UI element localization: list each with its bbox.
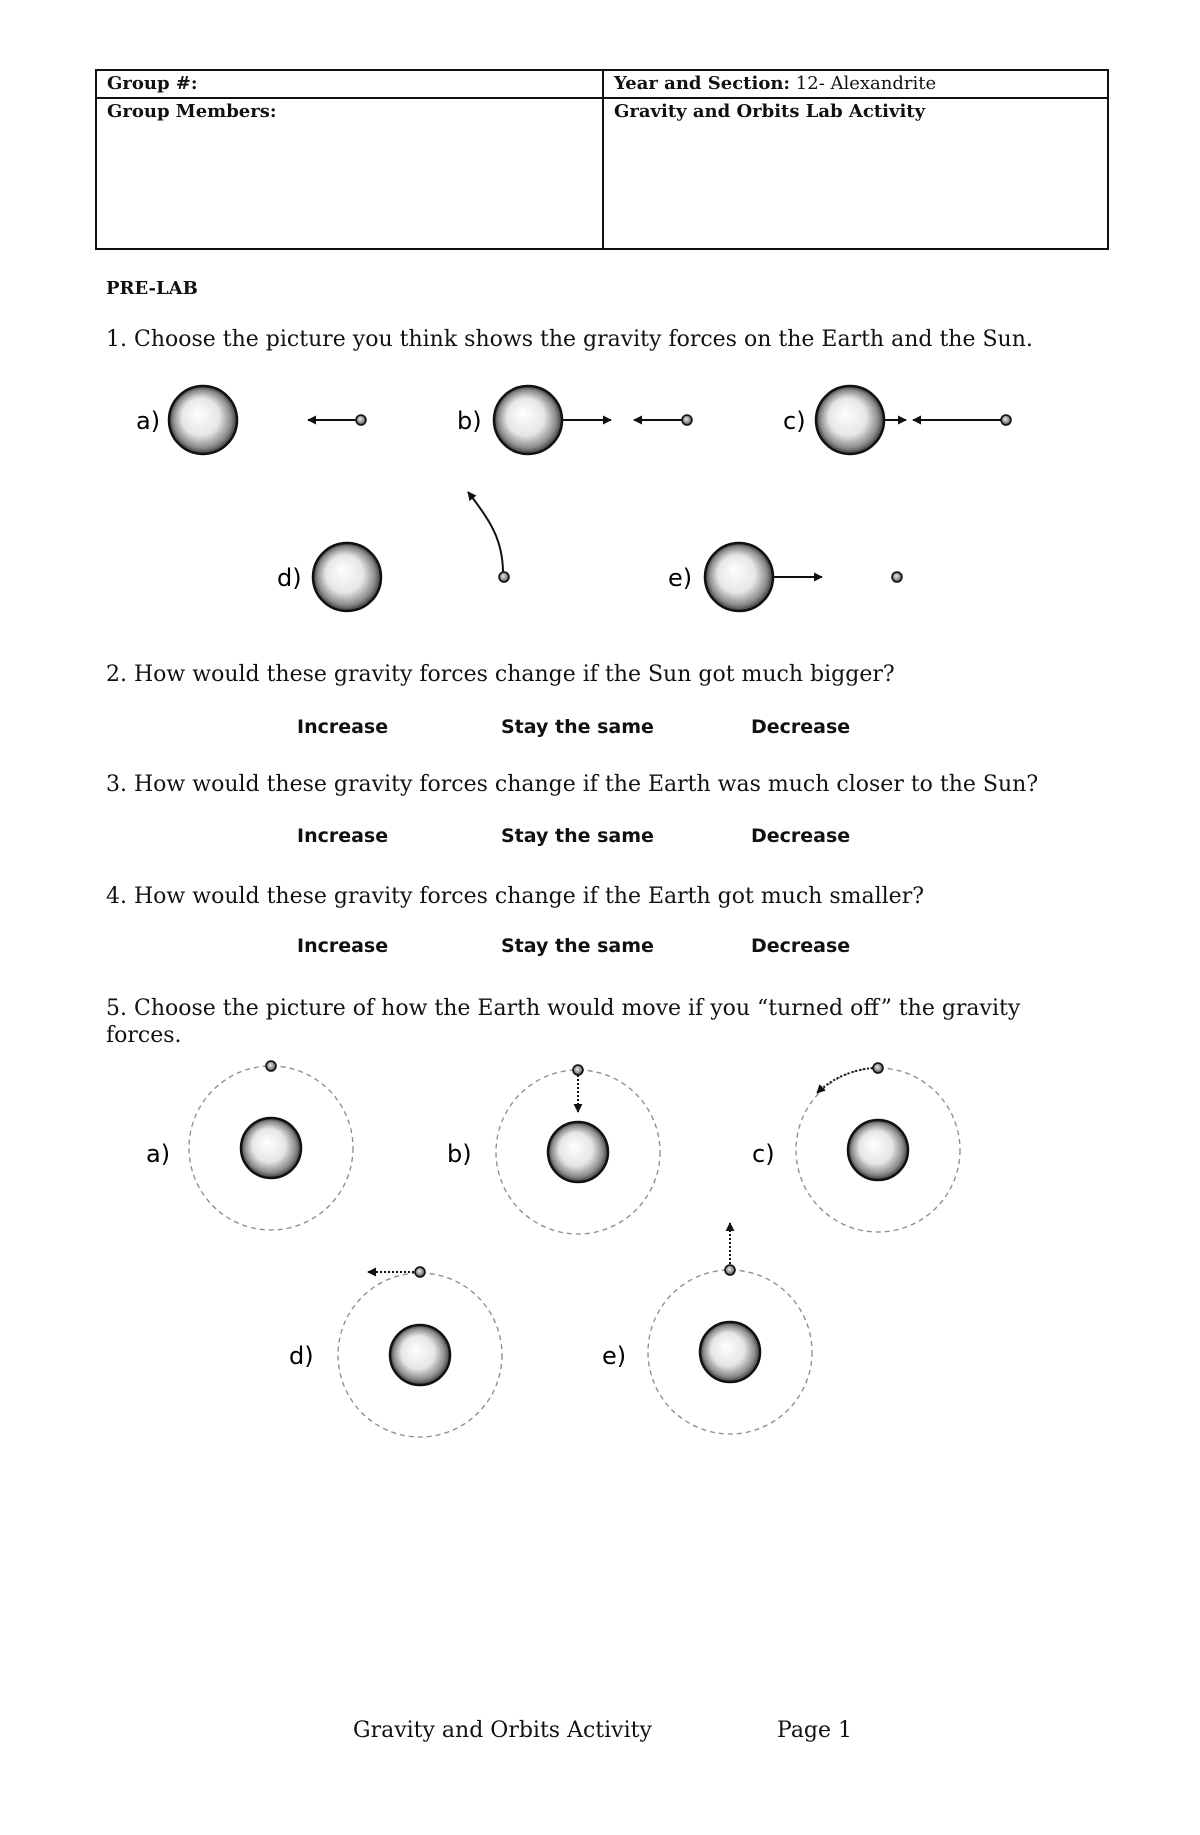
q3-option-increase: Increase [297, 825, 389, 847]
activity-title: Gravity and Orbits Lab Activity [614, 101, 926, 122]
q5-label-e: e) [602, 1342, 627, 1370]
q1-label-c: c) [783, 407, 806, 435]
group-members-label: Group Members: [107, 101, 277, 122]
q3-option-stay-the-same: Stay the same [501, 825, 654, 847]
q5-label-c: c) [752, 1140, 775, 1168]
footer-title: Gravity and Orbits Activity [353, 1718, 652, 1743]
q5-c-earth [873, 1063, 883, 1073]
year-section-value: 12- Alexandrite [790, 73, 937, 94]
q5-label-d: d) [289, 1342, 314, 1370]
q2-option-increase: Increase [297, 716, 389, 738]
question-5-line-1: 5. Choose the picture of how the Earth would move if you “turned off” the gravity [106, 996, 1021, 1021]
q5-label-b: b) [447, 1140, 472, 1168]
q4-option-stay-the-same: Stay the same [501, 935, 654, 957]
q5-d-sun [390, 1325, 450, 1385]
q5-a-earth [266, 1061, 276, 1071]
question-2: 2. How would these gravity forces change if the Sun got much bigger? [106, 662, 895, 687]
q4-option-increase: Increase [297, 935, 389, 957]
q5-b-earth [573, 1065, 583, 1075]
q5-e-earth [725, 1265, 735, 1275]
group-number-label: Group #: [107, 73, 198, 94]
question-3: 3. How would these gravity forces change if the Earth was much closer to the Sun? [106, 772, 1039, 797]
q2-option-stay-the-same: Stay the same [501, 716, 654, 738]
q5-label-a: a) [146, 1140, 171, 1168]
q5-c-motion-arrow [817, 1068, 873, 1093]
q5-c-sun [848, 1120, 908, 1180]
q1-label-b: b) [457, 407, 482, 435]
section-title: PRE-LAB [106, 278, 198, 299]
q5-d-earth [415, 1267, 425, 1277]
question-5-line-2: forces. [106, 1023, 182, 1048]
q5-e-sun [700, 1322, 760, 1382]
q1-label-e: e) [668, 564, 693, 592]
q5-b-sun [548, 1122, 608, 1182]
q1-label-a: a) [136, 407, 161, 435]
q4-option-decrease: Decrease [751, 935, 851, 957]
q3-option-decrease: Decrease [751, 825, 851, 847]
q5-a-sun [241, 1118, 301, 1178]
footer-page-number: Page 1 [777, 1718, 853, 1743]
question-1: 1. Choose the picture you think shows the gravity forces on the Earth and the Sun. [106, 327, 1033, 352]
year-section-label: Year and Section: [614, 73, 791, 94]
q1-label-d: d) [277, 564, 302, 592]
question-4: 4. How would these gravity forces change if the Earth got much smaller? [106, 884, 925, 909]
q2-option-decrease: Decrease [751, 716, 851, 738]
